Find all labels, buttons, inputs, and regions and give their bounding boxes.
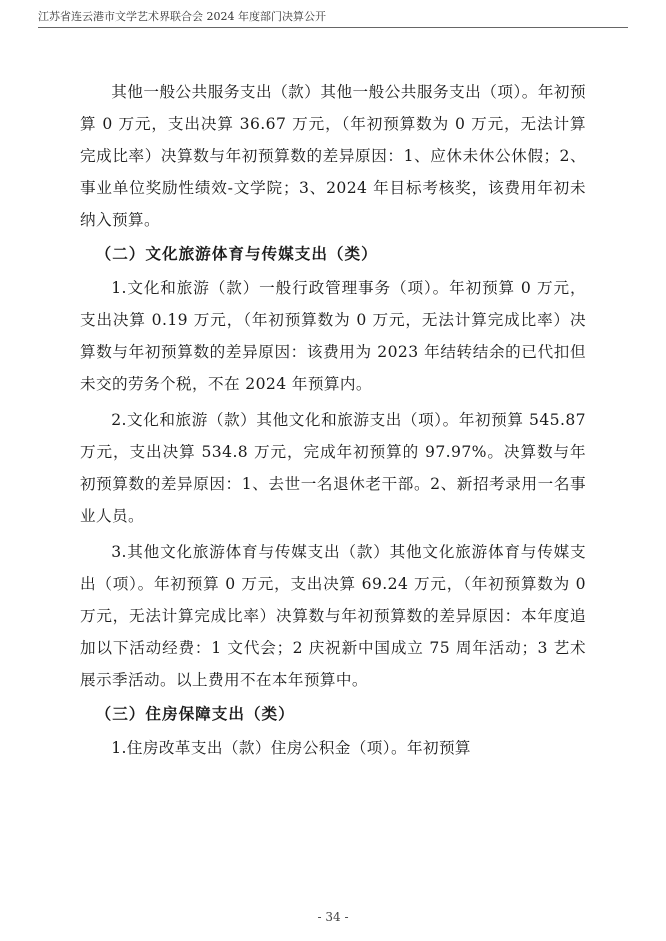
paragraph-culture-admin-affairs: 1.文化和旅游（款）一般行政管理事务（项）。年初预算 0 万元，支出决算 0.19 万元，（年初预算数为 0 万元，无法计算完成比率）决算数与年初预算数的差异原因：该费用为 2023 年结转结余的已代扣但未交的劳务个税，不在 2024 年预算内。 — [80, 279, 586, 393]
section-heading-culture-tourism: （二）文化旅游体育与传媒支出（类） — [95, 244, 378, 263]
document-body — [80, 76, 586, 764]
section-heading-housing: （三）住房保障支出（类） — [95, 704, 295, 723]
paragraph-housing-provident-fund: 1.住房改革支出（款）住房公积金（项）。年初预算 — [111, 739, 471, 757]
paragraph-culture-other-expenses: 2.文化和旅游（款）其他文化和旅游支出（项）。年初预算 545.87 万元，支出决算 534.8 万元，完成年初预算的 97.97%。决算数与年初预算数的差异原因：1、去世一名退休老干部。2、新招考录用一名事业人员。 — [80, 411, 586, 525]
page-number: - 34 - — [317, 910, 349, 924]
document-header: 江苏省连云港市文学艺术界联合会 2024 年度部门决算公开 — [38, 10, 326, 23]
paragraph-general-public-services: 其他一般公共服务支出（款）其他一般公共服务支出（项）。年初预算 0 万元，支出决算 36.67 万元，（年初预算数为 0 万元，无法计算完成比率）决算数与年初预算数的差异原因：1、应休未休公休假；2、事业单位奖励性绩效-文学院；3、2024 年目标考核奖，该费用年初未纳入预算。 — [80, 83, 586, 229]
header-divider — [38, 27, 628, 28]
paragraph-culture-sports-media-other: 3.其他文化旅游体育与传媒支出（款）其他文化旅游体育与传媒支出（项）。年初预算 0 万元，支出决算 69.24 万元，（年初预算数为 0 万元，无法计算完成比率）决算数与年初预算数的差异原因：本年度追加以下活动经费：1 文代会；2 庆祝新中国成立 75 周年活动；3 艺术展示季活动。以上费用不在本年预算中。 — [80, 543, 586, 689]
